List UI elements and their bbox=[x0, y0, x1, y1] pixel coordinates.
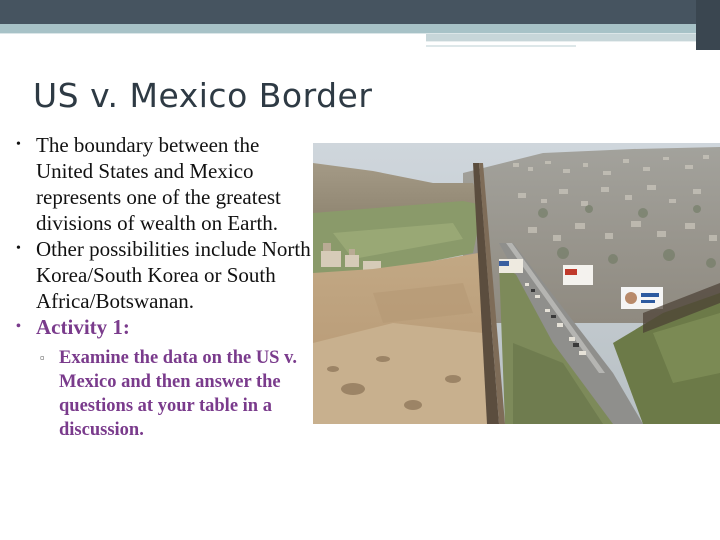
sub-bullet-text: Examine the data on the US v. Mexico and then answer the questions at your table in a discussion. bbox=[59, 348, 297, 440]
accent-line bbox=[426, 34, 696, 41]
teal-band bbox=[0, 24, 696, 33]
bullet-marker: • bbox=[16, 137, 21, 152]
bullet-marker: • bbox=[16, 319, 21, 334]
bullet-item bbox=[12, 236, 312, 314]
slide-title: US v. Mexico Border bbox=[33, 76, 373, 115]
border-photo-image bbox=[313, 143, 720, 424]
top-bar bbox=[0, 0, 720, 24]
bullet-item-activity bbox=[12, 314, 312, 340]
top-bar-corner bbox=[696, 0, 720, 50]
sub-bullet-item bbox=[36, 346, 312, 442]
accent-line-short bbox=[426, 45, 576, 47]
accent-line-thin bbox=[426, 41, 696, 42]
bullet-item bbox=[12, 132, 312, 236]
bullet-marker: • bbox=[16, 241, 21, 256]
bullet-text: The boundary between the United States and Mexico represents one of the greatest divisions of wealth on Earth. bbox=[36, 133, 281, 235]
bullet-text: Activity 1: bbox=[36, 315, 130, 339]
slide-body bbox=[12, 132, 312, 442]
sub-bullet-marker: ▫ bbox=[40, 350, 45, 365]
bullet-text: Other possibilities include North Korea/South Korea or South Africa/Botswanan. bbox=[36, 237, 311, 313]
